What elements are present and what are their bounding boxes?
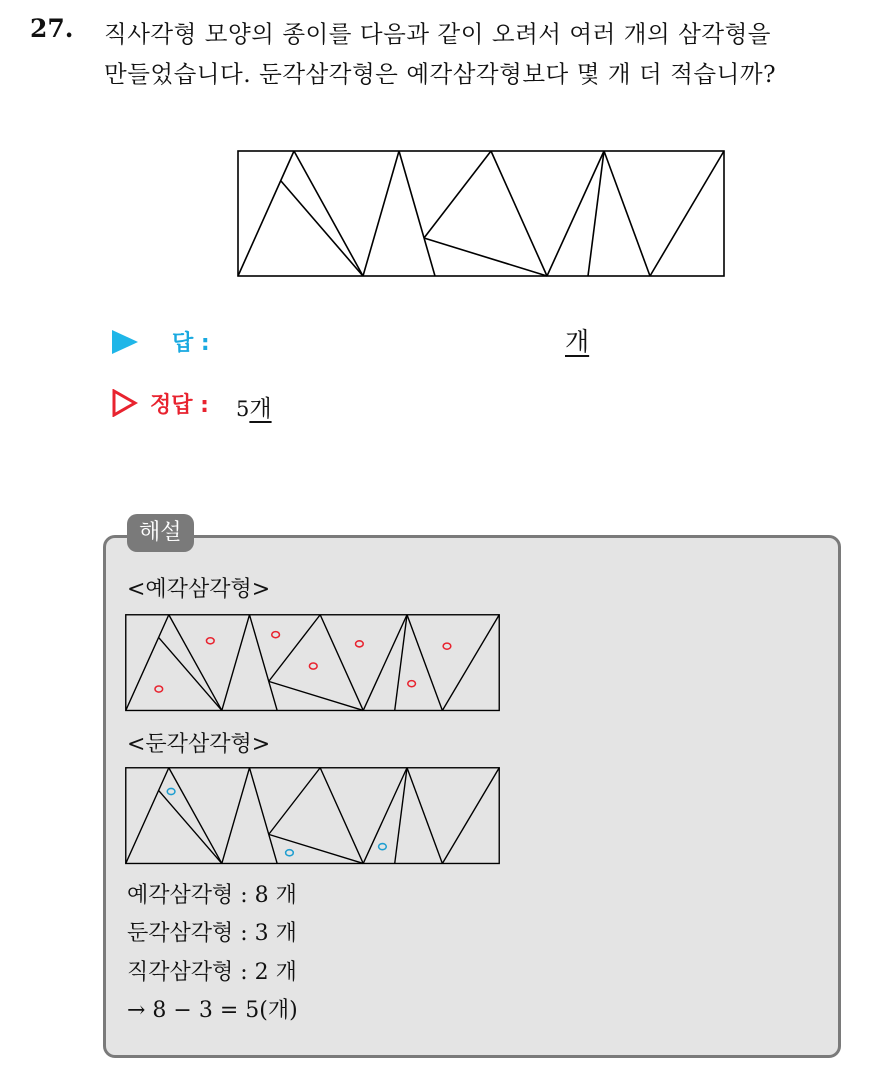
acute-marker (155, 686, 163, 692)
acute-marker (309, 663, 317, 669)
acute-marker (408, 681, 416, 687)
correct-answer-label: 정답 : (150, 393, 209, 418)
outline-arrow-icon (112, 389, 138, 417)
cut-line (294, 151, 363, 276)
obtuse-figure (125, 767, 500, 865)
acute-marker (443, 643, 451, 649)
obtuse-heading: <둔각삼각형> (127, 732, 271, 757)
correct-answer-value (236, 390, 272, 423)
cut-line (363, 151, 399, 276)
play-arrow-icon (112, 330, 138, 354)
obtuse-count-line: 둔각삼각형 : 3 개 (127, 921, 297, 946)
cut-line (281, 181, 363, 276)
right-count-line: 직각삼각형 : 2 개 (127, 960, 297, 985)
question-line-1: 직사각형 모양의 종이를 다음과 같이 오려서 여러 개의 삼각형을 (104, 20, 771, 48)
question-line-2: 만들었습니다. 둔각삼각형은 예각삼각형보다 몇 개 더 적습니까? (104, 60, 777, 88)
rectangle-outline (238, 151, 724, 276)
obtuse-marker (379, 844, 387, 850)
question-text (104, 14, 874, 94)
answer-unit: 개 (565, 327, 590, 356)
cut-line (238, 151, 294, 276)
correct-answer-row (112, 384, 512, 424)
acute-count-line: 예각삼각형 : 8 개 (127, 883, 297, 908)
result-line: → 8 − 3 = 5(개) (127, 998, 298, 1023)
cut-line (604, 151, 650, 276)
question-figure (237, 150, 725, 278)
obtuse-marker (286, 850, 294, 856)
answer-label: 답 : (172, 331, 210, 356)
acute-marker (206, 638, 214, 644)
cut-line (399, 151, 435, 276)
acute-figure (125, 614, 500, 712)
answer-row (112, 322, 612, 362)
acute-marker (356, 641, 364, 647)
cut-line (491, 151, 547, 276)
explanation-tag: 해설 (127, 514, 194, 552)
correct-answer-number: 5 (236, 397, 250, 421)
cut-line (650, 151, 724, 276)
correct-answer-unit: 개 (249, 396, 272, 422)
acute-marker (272, 632, 280, 638)
acute-heading: <예각삼각형> (127, 577, 271, 602)
cut-line (424, 151, 491, 238)
obtuse-marker (167, 788, 175, 794)
question-number: 27. (30, 14, 74, 43)
cut-line (424, 238, 547, 276)
